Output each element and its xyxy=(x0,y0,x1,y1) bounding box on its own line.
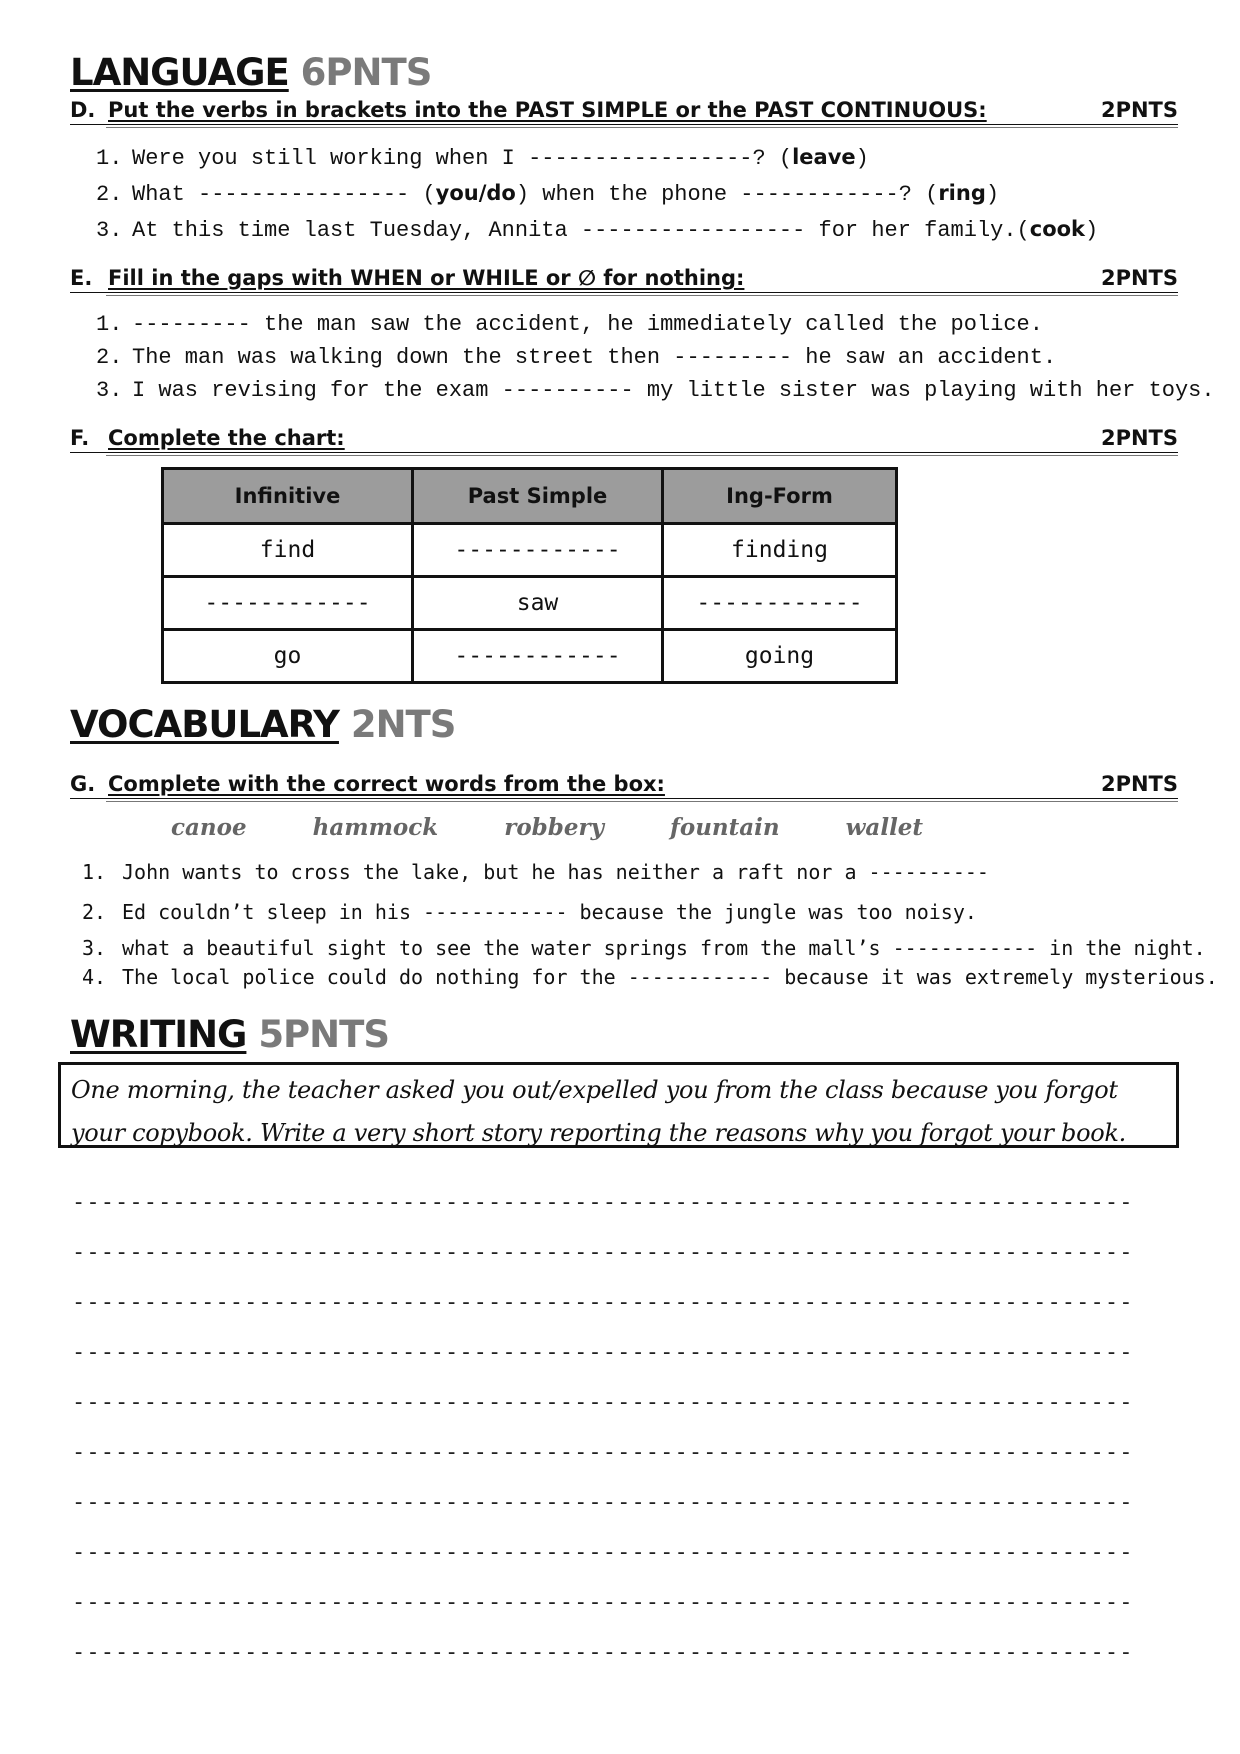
task-letter: E. xyxy=(70,266,93,290)
word-box xyxy=(171,814,989,841)
task-g-item-1 xyxy=(82,858,989,886)
table-cell: go xyxy=(163,630,413,683)
item-verb: you/do xyxy=(435,181,516,205)
writing-line[interactable]: -------------------------------------------------------------------------- xyxy=(72,1540,1134,1565)
verb-chart-table xyxy=(161,467,898,684)
task-e-header xyxy=(70,264,1178,293)
writing-line[interactable]: -------------------------------------------------------------------------- xyxy=(72,1190,1134,1215)
item-text: The man was walking down the street then --------- he saw an accident. xyxy=(132,345,1057,370)
item-number: 1. xyxy=(96,312,123,337)
task-g-item-2 xyxy=(82,898,977,926)
item-text: Ed couldn’t sleep in his ------------ because the jungle was too noisy. xyxy=(122,900,977,924)
section-name: VOCABULARY xyxy=(70,703,339,746)
task-d-item-1 xyxy=(96,142,869,174)
writing-line[interactable]: -------------------------------------------------------------------------- xyxy=(72,1590,1134,1615)
task-d-item-2 xyxy=(96,178,999,210)
item-text: ) when the phone ------------? ( xyxy=(515,182,939,207)
item-text: What ---------------- ( xyxy=(132,182,436,207)
task-instruction: Fill in the gaps with WHEN or WHILE or ∅ for nothing: xyxy=(108,266,745,290)
task-points: 2PNTS xyxy=(1100,266,1178,290)
section-points: 5PNTS xyxy=(258,1013,390,1056)
word-option: fountain xyxy=(669,814,780,841)
prompt-line: One morning, the teacher asked you out/expelled you from the class because you forgot xyxy=(71,1076,1118,1104)
table-row xyxy=(163,524,897,577)
item-text: ) xyxy=(1085,218,1099,243)
writing-section-title xyxy=(70,1013,390,1056)
writing-line[interactable]: -------------------------------------------------------------------------- xyxy=(72,1340,1134,1365)
item-text: At this time last Tuesday, Annita ----------------- for her family.( xyxy=(132,218,1030,243)
task-d-item-3 xyxy=(96,214,1098,246)
task-g-item-4 xyxy=(82,963,1218,991)
word-option: robbery xyxy=(504,814,604,841)
column-header: Past Simple xyxy=(413,469,663,524)
table-cell: going xyxy=(663,630,897,683)
item-number: 2. xyxy=(96,182,123,207)
table-cell: saw xyxy=(413,577,663,630)
item-text: ) xyxy=(985,182,1000,207)
item-text: John wants to cross the lake, but he has neither a raft nor a ---------- xyxy=(122,860,989,884)
item-verb: ring xyxy=(938,181,986,205)
table-cell: ------------ xyxy=(413,524,663,577)
table-cell: ------------ xyxy=(663,577,897,630)
item-number: 1. xyxy=(96,146,123,171)
item-text: --------- the man saw the accident, he immediately called the police. xyxy=(132,312,1043,337)
prompt-line: your copybook. Write a very short story reporting the reasons why you forgot your book. xyxy=(71,1119,1126,1147)
item-number: 3. xyxy=(96,218,123,243)
task-points: 2PNTS xyxy=(1100,772,1178,796)
item-number: 3. xyxy=(82,936,107,960)
task-instruction: Put the verbs in brackets into the PAST SIMPLE or the PAST CONTINUOUS: xyxy=(108,98,987,122)
table-cell: find xyxy=(163,524,413,577)
item-text: Were you still working when I -----------------? ( xyxy=(132,146,793,171)
item-text: The local police could do nothing for the ------------ because it was extremely mysterious. xyxy=(122,965,1218,989)
task-instruction: Complete the chart: xyxy=(108,426,345,450)
task-letter: D. xyxy=(70,98,96,122)
section-name: WRITING xyxy=(70,1013,247,1056)
task-letter: F. xyxy=(70,426,90,450)
table-header-row xyxy=(163,469,897,524)
writing-line[interactable]: -------------------------------------------------------------------------- xyxy=(72,1240,1134,1265)
column-header: Ing-Form xyxy=(663,469,897,524)
task-f-header xyxy=(70,424,1178,453)
item-verb: cook xyxy=(1029,217,1086,241)
task-points: 2PNTS xyxy=(1100,98,1178,122)
table-row xyxy=(163,577,897,630)
column-header: Infinitive xyxy=(163,469,413,524)
word-option: wallet xyxy=(845,814,924,841)
item-number: 3. xyxy=(96,378,123,403)
word-option: canoe xyxy=(171,814,247,841)
table-cell: finding xyxy=(663,524,897,577)
vocabulary-section-title xyxy=(70,703,456,746)
task-letter: G. xyxy=(70,772,96,796)
task-d-header xyxy=(70,96,1178,125)
language-section-title xyxy=(70,51,432,94)
writing-line[interactable]: -------------------------------------------------------------------------- xyxy=(72,1290,1134,1315)
item-number: 2. xyxy=(82,900,107,924)
writing-line[interactable]: -------------------------------------------------------------------------- xyxy=(72,1390,1134,1415)
task-g-item-3 xyxy=(82,934,1206,962)
task-e-item-2 xyxy=(96,343,1056,373)
section-points: 2NTS xyxy=(350,703,456,746)
item-number: 4. xyxy=(82,965,107,989)
section-points: 6PNTS xyxy=(300,51,432,94)
table-row xyxy=(163,630,897,683)
writing-line[interactable]: -------------------------------------------------------------------------- xyxy=(72,1440,1134,1465)
item-verb: leave xyxy=(792,145,856,169)
table-cell: ------------ xyxy=(163,577,413,630)
item-text: what a beautiful sight to see the water springs from the mall’s ------------ in the night. xyxy=(122,936,1206,960)
section-name: LANGUAGE xyxy=(70,51,289,94)
item-number: 1. xyxy=(82,860,107,884)
writing-line[interactable]: -------------------------------------------------------------------------- xyxy=(72,1640,1134,1665)
task-e-item-3 xyxy=(96,376,1215,406)
task-e-item-1 xyxy=(96,310,1043,340)
task-points: 2PNTS xyxy=(1100,426,1178,450)
table-cell: ------------ xyxy=(413,630,663,683)
task-instruction: Complete with the correct words from the box: xyxy=(108,772,665,796)
task-g-header xyxy=(70,770,1178,799)
item-text: ) xyxy=(855,146,869,171)
writing-line[interactable]: -------------------------------------------------------------------------- xyxy=(72,1490,1134,1515)
writing-prompt-box xyxy=(58,1062,1179,1148)
item-text: I was revising for the exam ---------- my little sister was playing with her toys. xyxy=(132,378,1215,403)
word-option: hammock xyxy=(312,814,439,841)
item-number: 2. xyxy=(96,345,123,370)
